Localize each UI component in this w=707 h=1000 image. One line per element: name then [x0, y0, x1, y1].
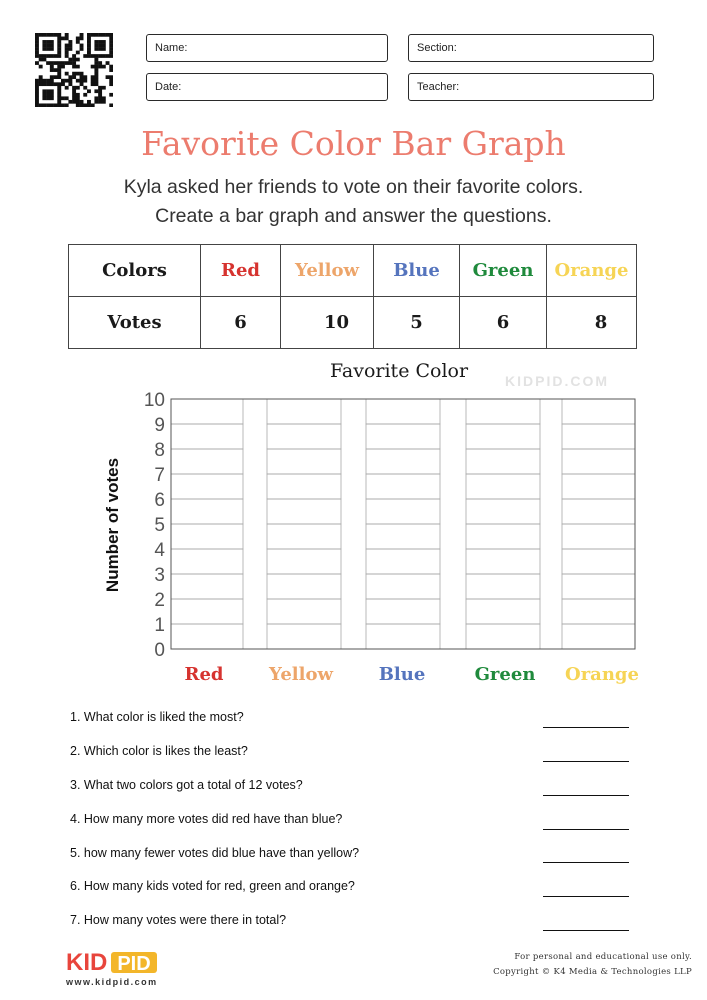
x-tick-label: Green	[474, 664, 536, 685]
kidpid-logo	[66, 949, 158, 975]
answer-blank-4[interactable]	[543, 829, 629, 830]
grid-cell	[366, 599, 440, 624]
watermark: KIDPID.COM	[505, 373, 609, 389]
instruction-line-1: Kyla asked her friends to vote on their favorite colors.	[123, 176, 584, 198]
grid-cell	[267, 499, 341, 524]
grid-cell	[171, 399, 243, 424]
question-4: 4. How many more votes did red have than blue?	[70, 812, 343, 826]
y-tick-label: 8	[154, 440, 165, 461]
color-cell-green: Green	[460, 245, 547, 297]
y-tick-label: 4	[154, 540, 165, 561]
grid-cell	[562, 624, 635, 649]
grid-cell	[466, 624, 540, 649]
grid-cell	[562, 499, 635, 524]
grid-cell	[171, 474, 243, 499]
question-1: 1. What color is liked the most?	[70, 710, 244, 724]
y-tick-label: 7	[154, 465, 165, 486]
page-title: Favorite Color Bar Graph	[141, 124, 566, 163]
grid-cell	[466, 524, 540, 549]
grid-cell	[562, 549, 635, 574]
answer-blank-7[interactable]	[543, 930, 629, 931]
color-cell-blue: Blue	[374, 245, 460, 297]
teacher-field[interactable]: Teacher:	[408, 73, 654, 101]
grid-cell	[366, 424, 440, 449]
grid-cell	[466, 474, 540, 499]
usage-note: For personal and educational use only.	[514, 952, 692, 962]
chart-title: Favorite Color	[330, 360, 469, 382]
grid-cell	[366, 499, 440, 524]
grid-cell	[562, 524, 635, 549]
x-tick-label: Orange	[565, 664, 639, 685]
answer-blank-1[interactable]	[543, 727, 629, 728]
grid-cell	[466, 599, 540, 624]
grid-cell	[562, 599, 635, 624]
grid-cell	[171, 549, 243, 574]
question-7: 7. How many votes were there in total?	[70, 913, 287, 927]
y-tick-label: 0	[154, 640, 165, 661]
site-url: www.kidpid.com	[66, 977, 158, 987]
grid-cell	[267, 599, 341, 624]
grid-cell	[366, 449, 440, 474]
grid-cell	[366, 399, 440, 424]
question-6: 6. How many kids voted for red, green and orange?	[70, 879, 355, 893]
y-tick-label: 1	[154, 615, 165, 636]
grid-cell	[267, 574, 341, 599]
color-cell-red: Red	[201, 245, 281, 297]
grid-cell	[267, 399, 341, 424]
colors-header: Colors	[69, 245, 201, 297]
grid-cell	[562, 424, 635, 449]
name-field[interactable]: Name:	[146, 34, 388, 62]
votes-cell-blue: 5	[374, 297, 460, 349]
grid-cell	[562, 474, 635, 499]
logo-pid: PID	[117, 953, 151, 975]
grid-cell	[366, 524, 440, 549]
grid-cell	[562, 399, 635, 424]
grid-cell	[267, 449, 341, 474]
answer-blank-2[interactable]	[543, 761, 629, 762]
grid-cell	[366, 549, 440, 574]
y-tick-label: 5	[154, 515, 165, 536]
grid-cell	[466, 574, 540, 599]
y-tick-label: 9	[154, 415, 165, 436]
color-cell-orange: Orange	[547, 245, 637, 297]
answer-blank-3[interactable]	[543, 795, 629, 796]
section-field[interactable]: Section:	[408, 34, 654, 62]
answer-blank-6[interactable]	[543, 896, 629, 897]
grid-cell	[267, 549, 341, 574]
color-cell-yellow: Yellow	[281, 245, 374, 297]
grid-cell	[562, 449, 635, 474]
grid-cell	[466, 499, 540, 524]
grid-cell	[171, 499, 243, 524]
grid-cell	[466, 549, 540, 574]
grid-cell	[171, 624, 243, 649]
grid-cell	[171, 524, 243, 549]
instruction-line-2: Create a bar graph and answer the questions.	[155, 205, 552, 227]
grid-cell	[466, 424, 540, 449]
grid-cell	[562, 574, 635, 599]
logo-kid: KID	[66, 949, 108, 975]
grid-cell	[466, 399, 540, 424]
question-2: 2. Which color is likes the least?	[70, 744, 248, 758]
grid-cell	[171, 574, 243, 599]
grid-cell	[366, 624, 440, 649]
grid-cell	[466, 449, 540, 474]
x-tick-label: Red	[184, 664, 224, 685]
y-tick-label: 3	[154, 565, 165, 586]
date-field[interactable]: Date:	[146, 73, 388, 101]
y-axis-label: Number of votes	[103, 457, 122, 593]
grid-cell	[171, 424, 243, 449]
votes-cell-yellow: 10	[281, 297, 374, 349]
x-tick-label: Blue	[378, 664, 426, 685]
grid-cell	[267, 524, 341, 549]
votes-cell-red: 6	[201, 297, 281, 349]
grid-cell	[366, 574, 440, 599]
votes-header: Votes	[69, 297, 201, 349]
question-3: 3. What two colors got a total of 12 votes?	[70, 778, 303, 792]
y-tick-label: 6	[154, 490, 165, 511]
grid-cell	[171, 449, 243, 474]
y-tick-label: 10	[143, 390, 165, 411]
grid-cell	[267, 474, 341, 499]
grid-cell	[267, 624, 341, 649]
votes-cell-green: 6	[460, 297, 547, 349]
answer-blank-5[interactable]	[543, 862, 629, 863]
question-5: 5. how many fewer votes did blue have than yellow?	[70, 846, 360, 860]
x-tick-label: Yellow	[269, 664, 333, 685]
grid-cell	[366, 474, 440, 499]
grid-cell	[171, 599, 243, 624]
votes-cell-orange: 8	[547, 297, 637, 349]
grid-cell	[267, 424, 341, 449]
y-tick-label: 2	[154, 590, 165, 611]
copyright: Copyright © K4 Media & Technologies LLP	[493, 967, 692, 977]
